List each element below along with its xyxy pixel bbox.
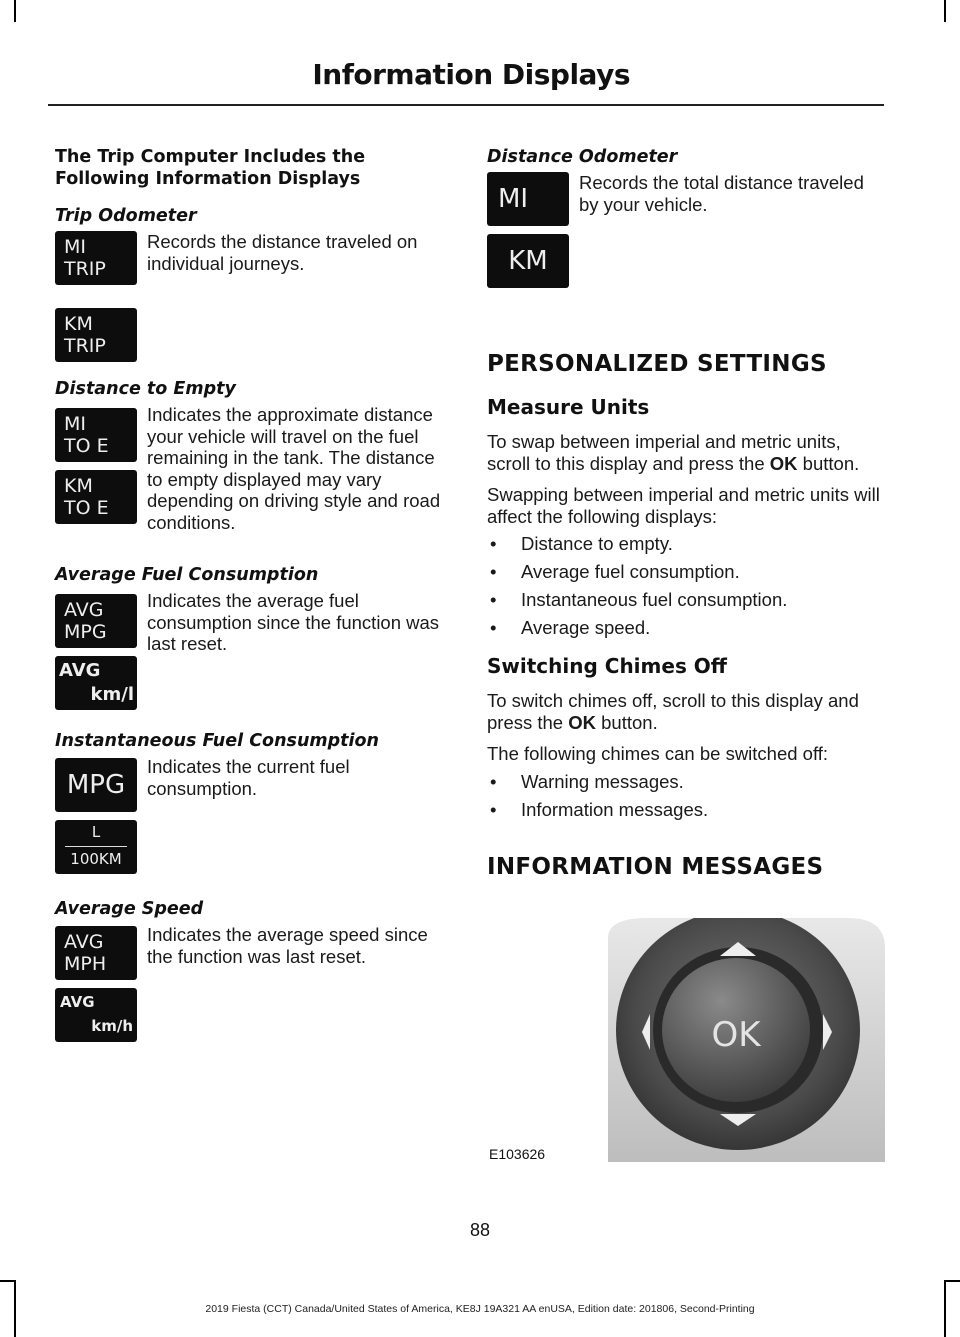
avg-fuel-title: Average Fuel Consumption: [55, 565, 319, 585]
distance-to-empty-title: Distance to Empty: [55, 379, 236, 399]
avg-fuel-entry: [55, 590, 450, 730]
mpg-icon: MPG: [55, 758, 137, 812]
distance-to-empty-entry: [55, 404, 450, 564]
mi-to-e-icon: MI TO E: [55, 408, 137, 462]
avg-speed-text: Indicates the average speed since the function was last reset.: [147, 924, 428, 967]
l-per-100km-icon: L 100KM: [55, 820, 137, 874]
list-item: • Average speed.: [490, 617, 651, 638]
distance-odometer-entry: [487, 172, 887, 317]
inst-fuel-title: Instantaneous Fuel Consumption: [55, 731, 380, 751]
trip-odometer-text: Records the distance traveled on individual journeys.: [147, 231, 418, 274]
mi-icon: MI: [487, 172, 569, 226]
crop-mark: [0, 1280, 14, 1282]
distance-to-empty-text: Indicates the approximate distance your vehicle will travel on the fuel remaining in the tank. The distance to empty displayed may vary depending on driving style and road conditions.: [147, 404, 441, 533]
list-item: • Average fuel consumption.: [490, 561, 740, 582]
crop-mark: [14, 0, 16, 22]
list-item: • Instantaneous fuel consumption.: [490, 589, 788, 610]
avg-kml-icon: AVG km/l: [55, 656, 137, 710]
avg-speed-entry: [55, 924, 450, 1064]
distance-odometer-title: Distance Odometer: [487, 147, 678, 167]
footer-text: 2019 Fiesta (CCT) Canada/United States of America, KE8J 19A321 AA enUSA, Edition date: 201806, Second-Printing: [205, 1303, 755, 1315]
measure-units-para2: Swapping between imperial and metric units will affect the following displays:: [487, 484, 880, 527]
switching-chimes-title: Switching Chimes Off: [487, 654, 728, 678]
km-icon: KM: [487, 234, 569, 288]
chimes-para1: To switch chimes off, scroll to this display and press the OK button.: [487, 690, 859, 733]
left-column: [55, 146, 450, 1064]
crop-mark: [946, 1280, 960, 1282]
page-number: 88: [469, 1220, 491, 1240]
km-to-e-icon: KM TO E: [55, 470, 137, 524]
measure-units-title: Measure Units: [487, 395, 650, 419]
title-rule: [48, 104, 884, 106]
trip-odometer-entry: [55, 231, 450, 373]
trip-odometer-title: Trip Odometer: [55, 206, 197, 226]
list-item: • Warning messages.: [490, 770, 684, 792]
avg-mpg-icon: AVG MPG: [55, 594, 137, 648]
avg-kmh-icon: AVG km/h: [55, 988, 137, 1042]
intro-heading: The Trip Computer Includes the Following Information Displays: [55, 147, 366, 189]
personalized-settings-heading: PERSONALIZED SETTINGS: [487, 351, 827, 377]
inst-fuel-text: Indicates the current fuel consumption.: [147, 756, 350, 799]
inst-fuel-entry: [55, 756, 450, 896]
measure-units-para1: To swap between imperial and metric units, scroll to this display and press the OK button.: [487, 431, 860, 474]
crop-mark: [944, 0, 946, 22]
mi-trip-icon: MI TRIP: [55, 231, 137, 285]
information-messages-heading: INFORMATION MESSAGES: [487, 853, 824, 880]
chimes-list: [487, 768, 887, 824]
km-trip-icon: KM TRIP: [55, 308, 137, 362]
figure-code: E103626: [489, 1146, 546, 1162]
chimes-para2: The following chimes can be switched off:: [487, 743, 829, 764]
measure-units-list: [487, 530, 887, 642]
ok-button-control-image: [608, 918, 885, 1162]
avg-fuel-text: Indicates the average fuel consumption since the function was last reset.: [147, 590, 440, 654]
list-item: • Distance to empty.: [490, 533, 673, 554]
page-title: Information Displays: [312, 58, 630, 91]
avg-mph-icon: AVG MPH: [55, 926, 137, 980]
right-column: [487, 146, 887, 880]
distance-odometer-text: Records the total distance traveled by your vehicle.: [579, 172, 864, 215]
svg-text:OK: OK: [711, 1015, 761, 1055]
avg-speed-title: Average Speed: [55, 899, 204, 919]
list-item: • Information messages.: [490, 798, 709, 820]
